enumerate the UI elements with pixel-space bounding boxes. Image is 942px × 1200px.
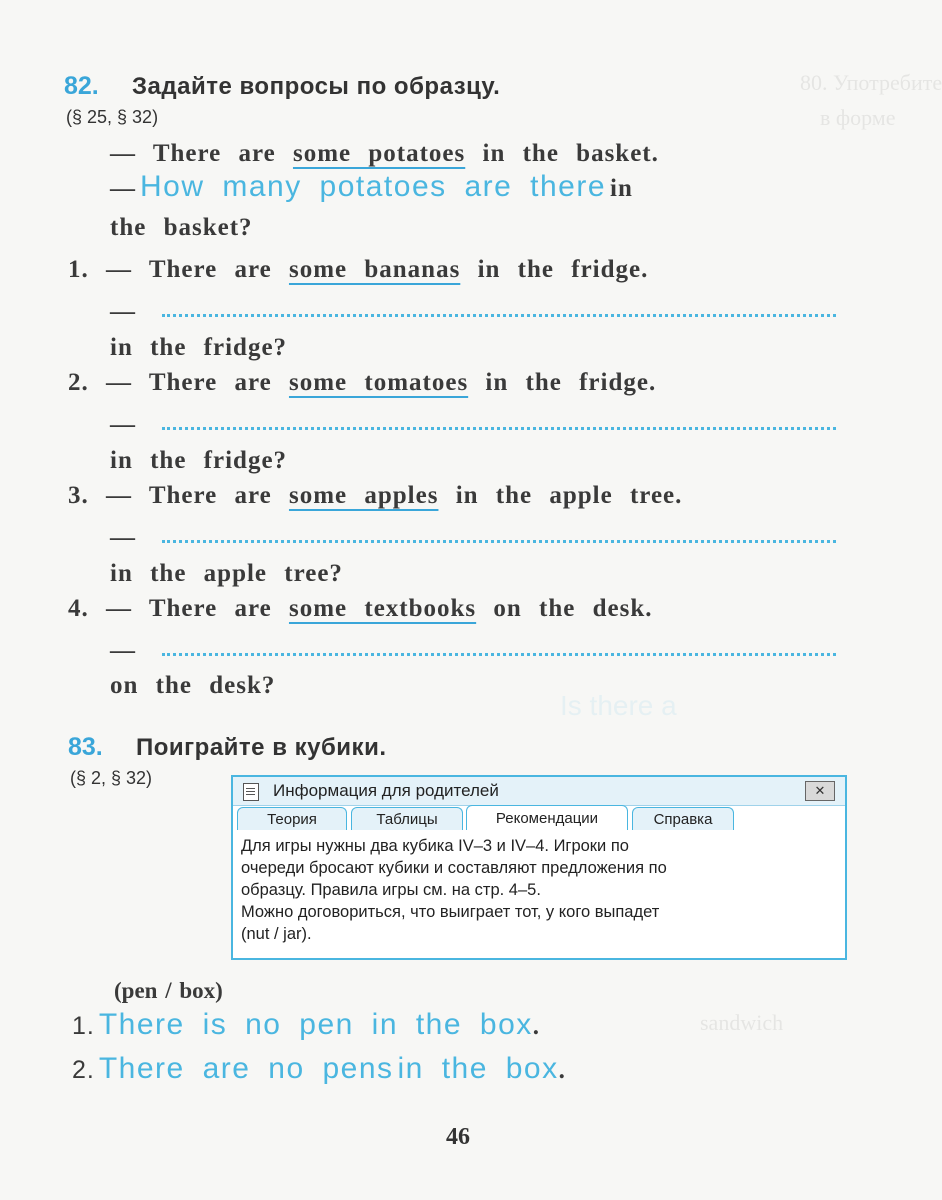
info-line: образцу. Правила игры см. на стр. 4–5. [241, 881, 541, 899]
tab-help[interactable]: Справка [632, 807, 734, 830]
dash: — [110, 524, 136, 551]
bleed-text: sandwich [700, 1010, 784, 1035]
answer-line-1 [72, 1008, 540, 1042]
statement-end: in the fridge. [485, 369, 657, 396]
statement-start: There are [148, 369, 272, 396]
dice-prompt: (pen / box) [114, 978, 223, 1003]
item-number: 2. [68, 369, 89, 396]
statement-end: in the basket. [482, 140, 659, 167]
dash: — [106, 482, 132, 509]
bleed-text: 80. Употребите [800, 70, 942, 95]
example-answer [110, 170, 633, 204]
question-tail: in the fridge? [110, 334, 288, 361]
statement-end: in the fridge. [477, 256, 649, 283]
exercise-number: 83. [68, 733, 103, 761]
info-line: Можно договориться, что выиграет тот, у кого выпадет [241, 903, 660, 921]
item-number: 3. [68, 482, 89, 509]
underlined-phrase: some bananas [288, 256, 461, 283]
period: . [532, 1013, 540, 1040]
bleed-text: Is there a [560, 690, 677, 721]
handwritten-answer: How many potatoes are there [140, 170, 607, 203]
exercise-title: Задайте вопросы по образцу. [132, 73, 501, 100]
grammar-refs: (§ 2, § 32) [70, 768, 153, 788]
info-line: очереди бросают кубики и составляют предложения по [241, 859, 667, 877]
question-tail: on the desk? [110, 672, 276, 699]
answer-tail: in [610, 175, 633, 202]
info-titlebar [233, 777, 845, 806]
dash: — [106, 256, 132, 283]
underlined-phrase: some tomatoes [288, 369, 469, 396]
underlined-phrase: some potatoes [292, 140, 466, 167]
underlined-phrase: some textbooks [288, 595, 477, 622]
statement-start: There are [148, 482, 272, 509]
dash: — [110, 637, 136, 664]
statement-end: on the desk. [493, 595, 653, 622]
bleed-text: в форме [820, 105, 896, 130]
info-line: Для игры нужны два кубика IV–3 и IV–4. Игроки по [241, 837, 629, 855]
handwritten-answer: There are no pens [98, 1052, 394, 1085]
answer-line-2 [72, 1052, 566, 1086]
item-statement [68, 595, 653, 623]
statement-start: There are [152, 140, 276, 167]
item-number: 1. [72, 1012, 95, 1040]
tab-tables[interactable]: Таблицы [351, 807, 463, 830]
example-statement [110, 140, 659, 168]
info-body [241, 835, 839, 945]
page-number: 46 [446, 1124, 470, 1150]
info-title: Информация для родителей [273, 781, 499, 800]
tab-recommendations[interactable]: Рекомендации [466, 805, 628, 830]
tab-theory[interactable]: Теория [237, 807, 347, 830]
question-tail: in the apple tree? [110, 560, 343, 587]
dash: — [110, 298, 136, 325]
statement-start: There are [148, 256, 272, 283]
underlined-phrase: some apples [288, 482, 439, 509]
item-number: 2. [72, 1056, 95, 1084]
item-statement [68, 482, 682, 510]
statement-end: in the apple tree. [455, 482, 683, 509]
dash: — [110, 411, 136, 438]
close-icon[interactable]: ✕ [805, 781, 835, 801]
handwritten-answer: in the box [397, 1052, 559, 1085]
dash: — [110, 140, 136, 167]
item-number: 4. [68, 595, 89, 622]
info-line: (nut / jar). [241, 925, 312, 943]
dash: — [106, 595, 132, 622]
dash: — [110, 175, 136, 202]
answer-line[interactable] [162, 427, 836, 430]
exercise-title: Поиграйте в кубики. [136, 734, 387, 761]
grammar-refs: (§ 25, § 32) [66, 107, 159, 127]
answer-line[interactable] [162, 653, 836, 656]
answer-line[interactable] [162, 314, 836, 317]
period: . [558, 1057, 566, 1084]
answer-line[interactable] [162, 540, 836, 543]
item-statement [68, 256, 648, 284]
question-tail: in the fridge? [110, 447, 288, 474]
dash: — [106, 369, 132, 396]
exercise-number: 82. [64, 72, 99, 100]
item-statement [68, 369, 656, 397]
handwritten-answer: There is no pen in the box [98, 1008, 533, 1041]
item-number: 1. [68, 256, 89, 283]
document-icon [243, 783, 259, 801]
example-answer-cont: the basket? [110, 214, 253, 241]
parents-info-window [231, 775, 847, 960]
statement-start: There are [148, 595, 272, 622]
